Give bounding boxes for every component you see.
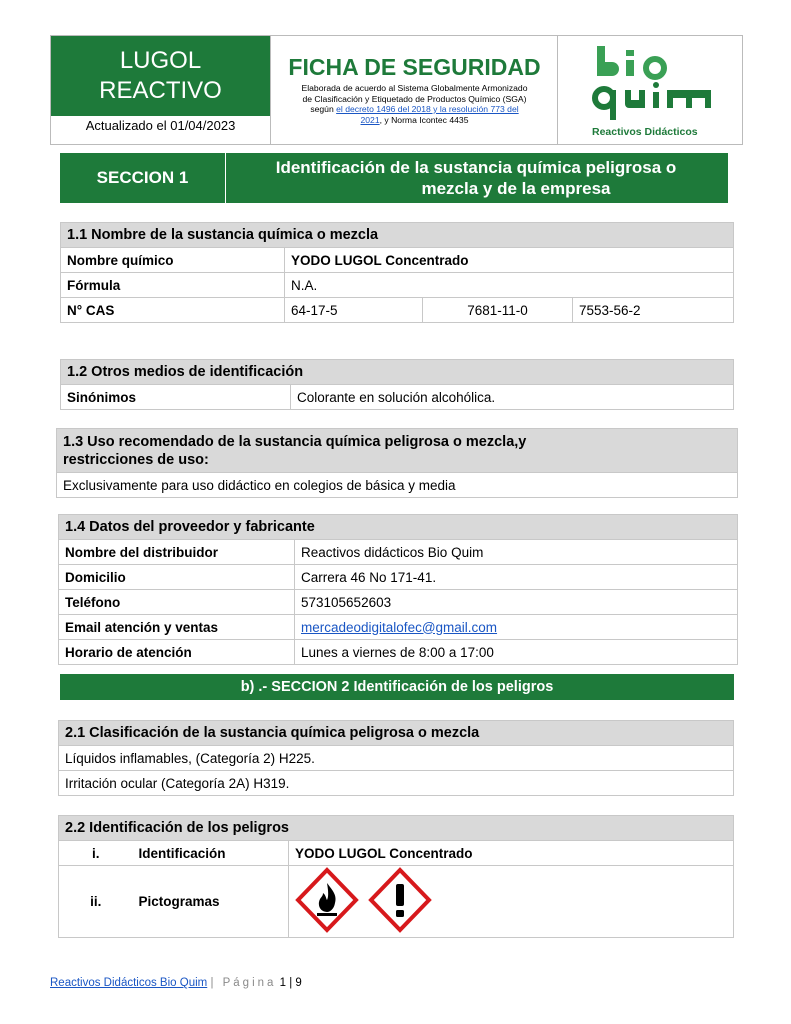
row-value: Colorante en solución alcohólica. (291, 385, 734, 410)
section1-label: SECCION 1 (60, 153, 226, 203)
product-block (51, 36, 271, 144)
document-header (50, 35, 743, 145)
subtitle-line4-suffix: , y Norma Icontec 4435 (379, 114, 469, 125)
subtitle-line1: Elaborada de acuerdo al Sistema Globalmente Armonizado (301, 83, 528, 93)
table-row (61, 298, 734, 323)
row-label: Domicilio (59, 565, 295, 590)
row-num: ii. (59, 866, 133, 938)
section1-title (226, 157, 726, 199)
row-label: Email atención y ventas (59, 615, 295, 640)
section1-title-line1: Identificación de la sustancia química peligrosa o (275, 158, 677, 177)
row-label: Pictogramas (133, 866, 289, 938)
table-row (59, 540, 738, 565)
row-label: Sinónimos (61, 385, 291, 410)
updated-date: Actualizado el 01/04/2023 (85, 118, 236, 133)
row-value: Líquidos inflamables, (Categoría 2) H225. (59, 746, 734, 771)
heading-1-1: 1.1 Nombre de la sustancia química o mezcla (61, 223, 734, 248)
bioquim-logo-icon (559, 36, 743, 144)
section1-title-line2: mezcla y de la empresa (421, 179, 611, 198)
row-value: YODO LUGOL Concentrado (285, 248, 734, 273)
cas-number: 7681-11-0 (423, 298, 573, 323)
pictograms (295, 867, 435, 933)
row-label: Fórmula (61, 273, 285, 298)
row-label: Horario de atención (59, 640, 295, 665)
table-1-2 (60, 359, 734, 410)
logo-tagline: Reactivos Didácticos (592, 126, 698, 138)
document-title: FICHA DE SEGURIDAD (288, 54, 541, 80)
table-row (59, 565, 738, 590)
cas-number: 64-17-5 (285, 298, 423, 323)
row-value: Exclusivamente para uso didáctico en colegios de básica y media (57, 473, 738, 498)
flame-pictogram-icon (298, 870, 356, 930)
heading-1-3-line1: 1.3 Uso recomendado de la sustancia química peligrosa o mezcla,y (63, 433, 527, 450)
table-row (61, 385, 734, 410)
heading-2-2: 2.2 Identificación de los peligros (59, 816, 734, 841)
section1-banner (60, 153, 728, 203)
row-value: 573105652603 (295, 590, 738, 615)
table-row (59, 866, 734, 938)
table-row (59, 590, 738, 615)
row-value: Lunes a viernes de 8:00 a 17:00 (295, 640, 738, 665)
decree-link-year[interactable]: 2021 (360, 114, 380, 125)
product-name-line2: REACTIVO (99, 77, 222, 104)
heading-2-1: 2.1 Clasificación de la sustancia química peligrosa o mezcla (59, 721, 734, 746)
footer-separator: | Página (210, 977, 277, 989)
table-1-3 (56, 428, 738, 498)
table-1-4 (58, 514, 738, 665)
table-2-2 (58, 815, 734, 938)
exclamation-pictogram-icon (371, 870, 429, 930)
page-footer (50, 977, 302, 989)
heading-1-4: 1.4 Datos del proveedor y fabricante (59, 515, 738, 540)
email-link[interactable]: mercadeodigitalofec@gmail.com (301, 619, 498, 635)
footer-link[interactable]: Reactivos Didácticos Bio Quim (50, 977, 208, 989)
table-row (61, 273, 734, 298)
section2-banner: b) .- SECCION 2 Identificación de los peligros (60, 674, 734, 700)
row-value: Carrera 46 No 171-41. (295, 565, 738, 590)
row-num: i. (59, 841, 133, 866)
cas-number: 7553-56-2 (573, 298, 734, 323)
row-value: N.A. (285, 273, 734, 298)
row-label: Nombre químico (61, 248, 285, 273)
product-name-box (51, 36, 270, 116)
row-value: Reactivos didácticos Bio Quim (295, 540, 738, 565)
table-row (59, 640, 738, 665)
row-value (295, 615, 738, 640)
table-row (59, 771, 734, 796)
product-name-line1: LUGOL (119, 47, 202, 74)
table-row (59, 841, 734, 866)
table-1-1 (60, 222, 734, 323)
row-value: Irritación ocular (Categoría 2A) H319. (59, 771, 734, 796)
heading-1-2: 1.2 Otros medios de identificación (61, 360, 734, 385)
bioquim-logo (559, 36, 743, 144)
heading-1-3-line2: restricciones de uso: (63, 451, 209, 468)
table-row (59, 615, 738, 640)
subtitle-line2: de Clasificación y Etiquetado de Productos Químico (SGA) (302, 93, 527, 104)
table-row (57, 473, 738, 498)
decree-link[interactable]: el decreto 1496 del 2018 y la resolución 773 del (336, 104, 519, 114)
table-row (61, 248, 734, 273)
row-label: Nombre del distribuidor (59, 540, 295, 565)
title-block (272, 36, 558, 144)
row-value: YODO LUGOL Concentrado (289, 841, 734, 866)
table-row (59, 746, 734, 771)
title-subtitle (272, 83, 557, 125)
pictogram-cell (289, 866, 734, 938)
row-label: Identificación (133, 841, 289, 866)
page-number: 1 | 9 (279, 977, 302, 989)
heading-1-3 (57, 429, 738, 473)
row-label: Teléfono (59, 590, 295, 615)
subtitle-line3-prefix: según (310, 104, 337, 114)
row-label: N° CAS (61, 298, 285, 323)
table-2-1 (58, 720, 734, 796)
